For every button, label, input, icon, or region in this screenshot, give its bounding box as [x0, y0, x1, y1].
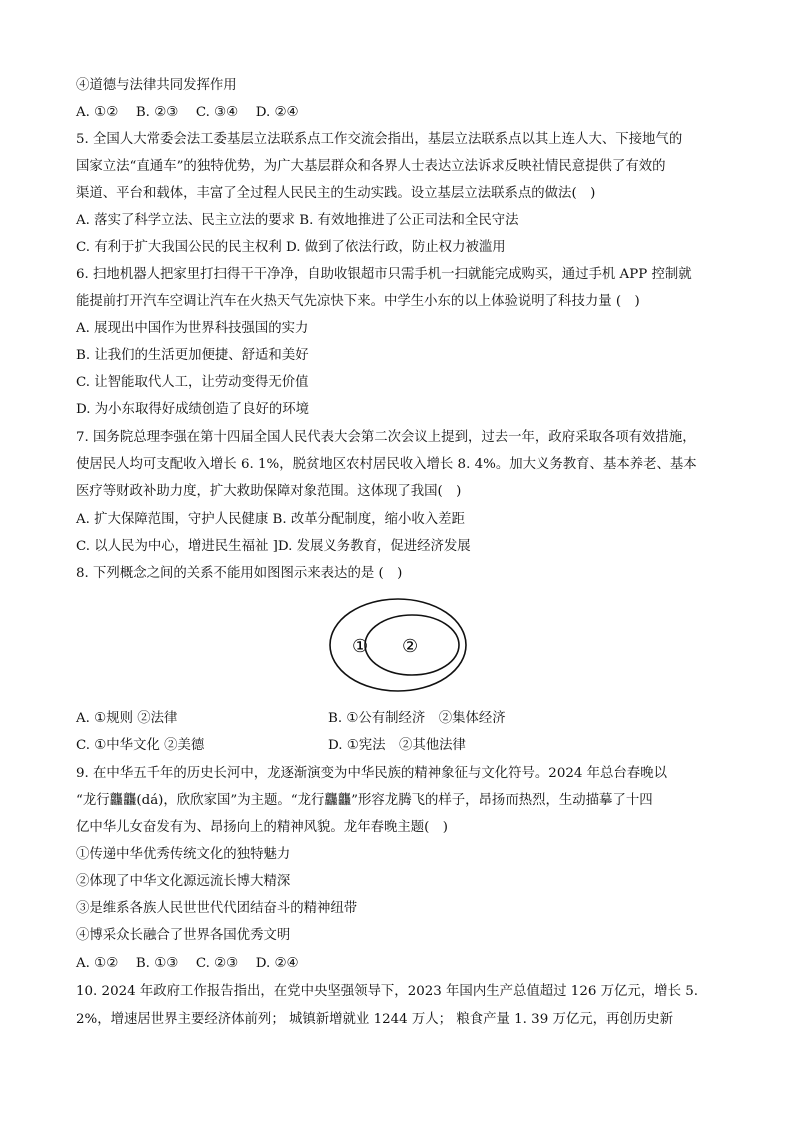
question-8-option-d: D. ①宪法 ②其他法律: [328, 738, 466, 753]
question-7-options: C. 以人民为中心，增进民生福祉 ]D. 发展义务教育，促进经济发展: [76, 539, 471, 554]
answer-choices: A. ①② B. ①③ C. ②③ D. ②④: [76, 956, 299, 971]
question-6-option: A. 展现出中国作为世界科技强国的实力: [76, 321, 309, 336]
question-7-text: 医疗等财政补助力度，扩大救助保障对象范围。这体现了我国( ): [76, 484, 462, 499]
question-6-option: B. 让我们的生活更加便捷、舒适和美好: [76, 348, 309, 363]
question-5-text: 国家立法“直通车”的独特优势，为广大基层群众和各界人士表达立法诉求反映社情民意提供了有效的: [76, 159, 666, 174]
question-10-text: 10. 2024 年政府工作报告指出，在党中央坚强领导下，2023 年国内生产总值超过 126 万亿元，增长 5.: [76, 984, 698, 999]
question-9-statement: ④博采众长融合了世界各国优秀文明: [76, 928, 291, 943]
question-8-option-a: A. ①规则 ②法律: [76, 711, 178, 726]
nested-circles-diagram: [328, 597, 468, 693]
question-5-options: C. 有利于扩大我国公民的民主权利 D. 做到了依法行政，防止权力被滥用: [76, 240, 506, 255]
outer-ellipse: [330, 599, 466, 691]
question-8-option-b: B. ①公有制经济 ②集体经济: [328, 711, 506, 726]
question-10-text: 2%，增速居世界主要经济体前列； 城镇新增就业 1244 万人； 粮食产量 1. 39 万亿元，再创历史新: [76, 1012, 673, 1027]
question-6-text: 能提前打开汽车空调让汽车在火热天气先凉快下来。中学生小东的以上体验说明了科技力量 ( ): [76, 294, 640, 309]
inner-label: ②: [402, 636, 419, 657]
question-9-text: 亿中华儿女奋发有为、昂扬向上的精神风貌。龙年春晚主题( ): [76, 820, 448, 835]
question-7-options: A. 扩大保障范围，守护人民健康 B. 改革分配制度，缩小收入差距: [76, 512, 465, 527]
question-8-option-c: C. ①中华文化 ②美德: [76, 738, 205, 753]
question-6-option: C. 让智能取代人工，让劳动变得无价值: [76, 375, 309, 390]
question-6-text: 6. 扫地机器人把家里打扫得干干净净，自助收银超市只需手机一扫就能完成购买，通过手机 APP 控制就: [76, 267, 692, 282]
outer-label: ①: [352, 636, 369, 657]
question-5-text: 渠道、平台和载体，丰富了全过程人民民主的生动实践。设立基层立法联系点的做法( ): [76, 186, 596, 201]
question-7-text: 使居民人均可支配收入增长 6. 1%，脱贫地区农村居民收入增长 8. 4%。加大义务教育、基本养老、基本: [76, 457, 697, 472]
question-6-option: D. 为小东取得好成绩创造了良好的环境: [76, 402, 310, 417]
option-line: ④道德与法律共同发挥作用: [76, 78, 237, 93]
question-9-statement: ②体现了中华文化源远流长博大精深: [76, 874, 291, 889]
answer-choices: A. ①② B. ②③ C. ③④ D. ②④: [76, 105, 299, 120]
question-9-text: “龙行龘龘(dá)，欣欣家国”为主题。“龙行龘龘”形容龙腾飞的样子，昂扬而热烈，生动描摹了十四: [76, 793, 653, 808]
question-9-statement: ③是维系各族人民世世代代团结奋斗的精神纽带: [76, 901, 358, 916]
question-9-text: 9. 在中华五千年的历史长河中，龙逐渐演变为中华民族的精神象征与文化符号。2024 年总台春晚以: [76, 766, 667, 781]
question-9-statement: ①传递中华优秀传统文化的独特魅力: [76, 847, 291, 862]
question-7-text: 7. 国务院总理李强在第十四届全国人民代表大会第二次会议上提到，过去一年，政府采取各项有效措施，: [76, 430, 696, 445]
question-5-text: 5. 全国人大常委会法工委基层立法联系点工作交流会指出，基层立法联系点以其上连人大、下接地气的: [76, 132, 683, 147]
question-8-text: 8. 下列概念之间的关系不能用如图图示来表达的是 ( ): [76, 566, 403, 581]
question-5-options: A. 落实了科学立法、民主立法的要求 B. 有效地推进了公正司法和全民守法: [76, 213, 519, 228]
